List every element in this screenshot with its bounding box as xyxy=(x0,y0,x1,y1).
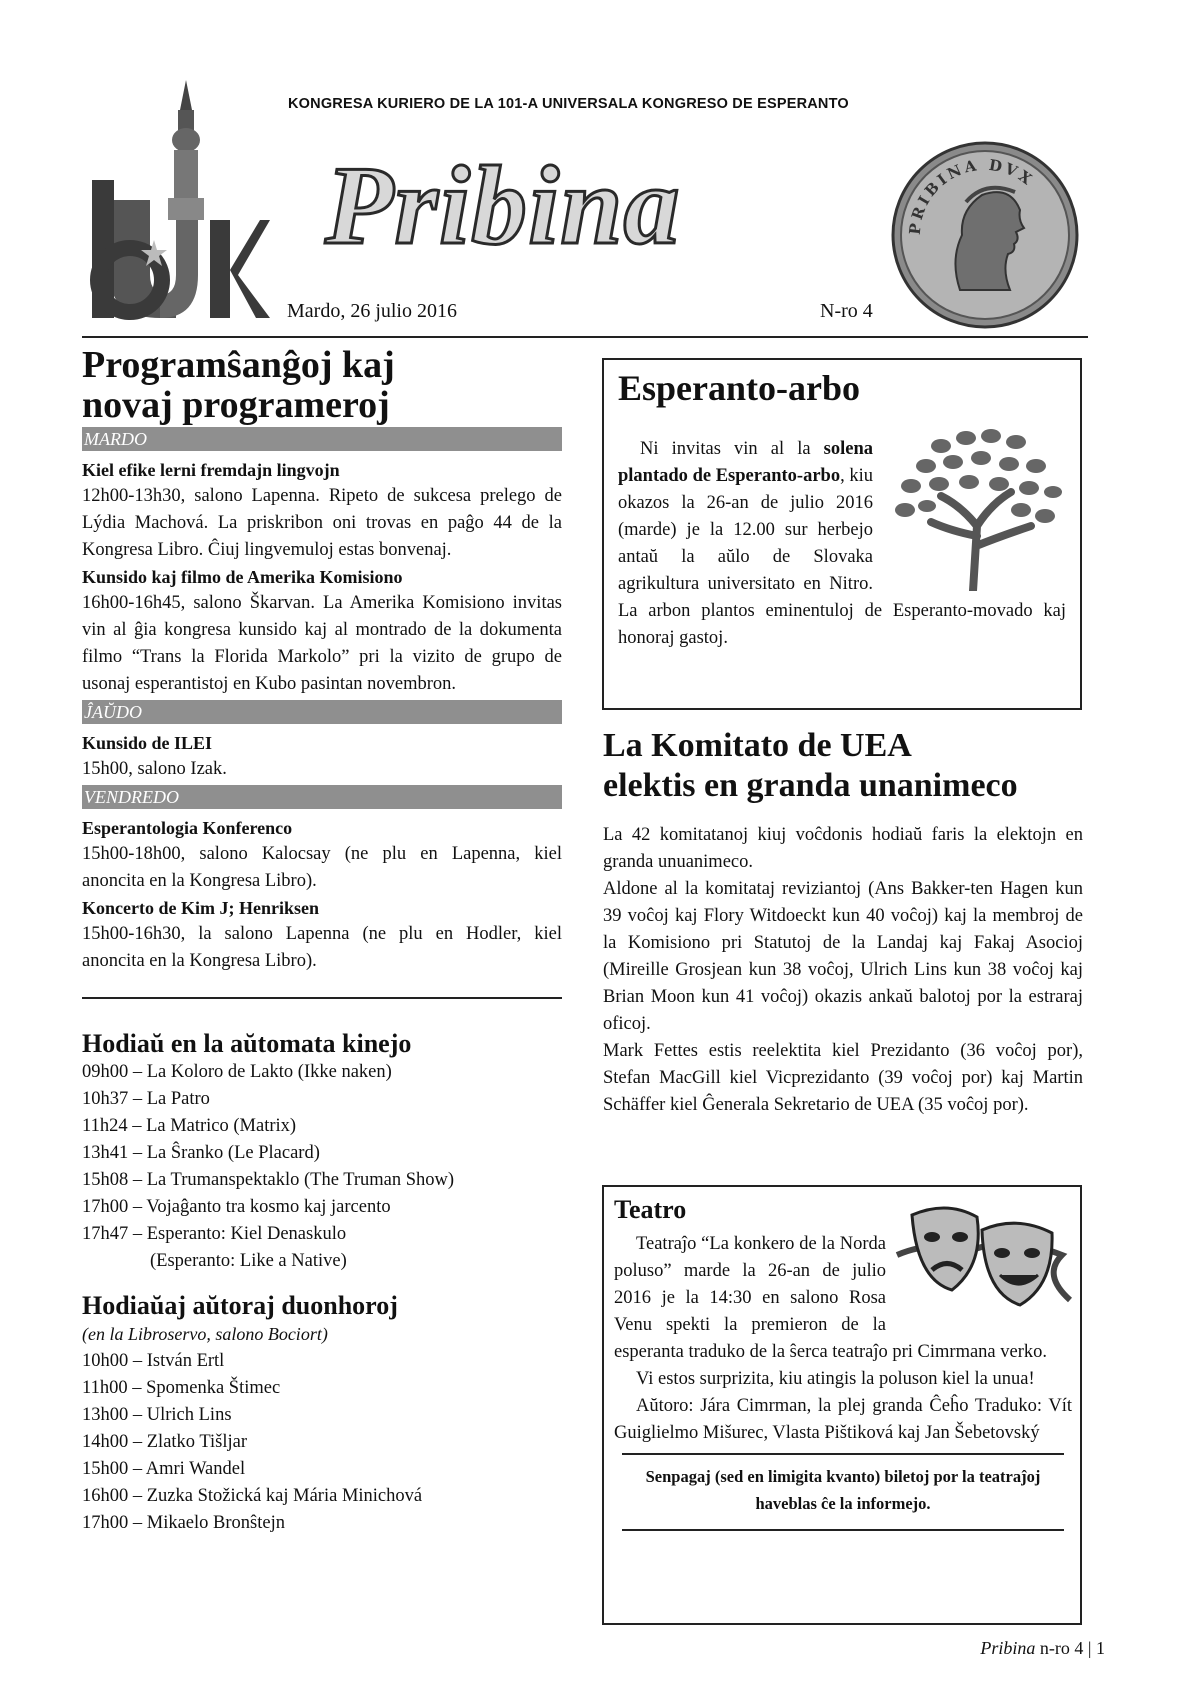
list-item-sub: (Esperanto: Like a Native) xyxy=(150,1251,347,1271)
list-item: 09h00 – La Koloro de Lakto (Ikke naken) xyxy=(82,1062,392,1082)
komitato-paragraph: La 42 komitatanoj kiuj voĉdonis hodiaŭ faris la elektojn en granda unuanimeco. xyxy=(603,825,1083,872)
komitato-paragraph: Aldone al la komitataj reviziantoj (Ans Bakker-ten Hagen kun 39 voĉoj kaj Flory Witdoeckt kun 40 voĉoj) kaj la membroj de la Komisiono pri Statutoj de la Landaj kaj Fakaj Asocioj (Mireille Grosjean kun 38 voĉoj, Ulrich Lins kun 38 voĉoj kaj Brian Moon kun 41 voĉoj) okazis ankaŭ balotoj por la estraraj oficoj. xyxy=(603,879,1083,1034)
cinema-title: Hodiaŭ en la aŭtomata kinejo xyxy=(82,1029,412,1058)
komitato-article xyxy=(603,726,1083,1119)
header-rule xyxy=(82,336,1088,338)
pribina-coin-image xyxy=(890,140,1080,330)
teatro-paragraph: Aŭtoro: Jára Cimrman, la plej granda Ĉeĥo Traduko: Vít Guiglielmo Mišurec, Vlasta Pištiková kaj Jan Šebetovský xyxy=(614,1396,1072,1443)
teatro-title: Teatro xyxy=(614,1195,687,1224)
day-bar-vendredo: VENDREDO xyxy=(82,785,562,809)
list-item: 16h00 – Zuzka Stožická kaj Mária Minichová xyxy=(82,1486,423,1506)
authors-title: Hodiaŭaj aŭtoraj duonhoroj xyxy=(82,1291,398,1320)
list-item: 11h24 – La Matrico (Matrix) xyxy=(82,1116,297,1136)
list-item: 13h00 – Ulrich Lins xyxy=(82,1405,232,1425)
list-item: 15h00 – Amri Wandel xyxy=(82,1459,246,1479)
authors-list xyxy=(82,1348,562,1537)
event-text: 15h00-16h30, la salono Lapenna (ne plu en Hodler, kiel anoncita en la Kongresa Libro). xyxy=(82,924,562,971)
coin-inscription: PRIBINA DVX xyxy=(905,155,1038,236)
list-item: 17h47 – Esperanto: Kiel Denaskulo xyxy=(82,1224,347,1244)
teatro-paragraph: Vi estos surprizita, kiu atingis la poluson kiel la unua! xyxy=(636,1369,1035,1389)
page-footer: Pribina n-ro 4 | 1 xyxy=(980,1638,1105,1658)
cinema-list xyxy=(82,1059,562,1275)
event-text: 15h00-18h00, salono Kalocsay (ne plu en Lapenna, kiel anoncita en la Kongresa Libro). xyxy=(82,844,562,891)
masthead-title: Pribina xyxy=(325,144,681,268)
program-title: Programŝanĝoj kaj novaj programeroj xyxy=(82,344,395,426)
event-title: Koncerto de Kim J; Henriksen xyxy=(82,898,319,918)
tree-icon xyxy=(881,426,1066,591)
teatro-paragraph: Teatraĵo “La konkero de la Norda poluso” marde la 26-an de julio 2016 je la 14:30 en salono Rosa Venu spekti la premieron de la esperanta traduko de la ŝerca teatraĵo pri Cimrmana verko. xyxy=(614,1234,1048,1362)
ticket-notice: Senpagaj (sed en limigita kvanto) biletoj por la teatraĵoj haveblas ĉe la informejo. xyxy=(622,1453,1064,1531)
event-text: 15h00, salono Izak. xyxy=(82,759,227,779)
uk-logo xyxy=(90,80,270,320)
day-bar-mardo: MARDO xyxy=(82,427,562,451)
event-title: Kunsido kaj filmo de Amerika Komisiono xyxy=(82,567,403,587)
list-item: 15h08 – La Trumanspektaklo (The Truman Show) xyxy=(82,1170,455,1190)
komitato-title: La Komitato de UEA elektis en granda unanimeco xyxy=(603,727,1018,804)
list-item: 17h00 – Mikaelo Bronŝtejn xyxy=(82,1513,285,1533)
event-title: Esperantologia Konferenco xyxy=(82,818,293,838)
komitato-paragraph: Mark Fettes estis reelektita kiel Prezidanto (36 voĉoj por), Stefan MacGill kiel Vicprezidanto (39 voĉoj por) kaj Martin Schäffer kiel Ĝenerala Sekretario de UEA (35 voĉoj por). xyxy=(603,1041,1083,1115)
arbo-title: Esperanto-arbo xyxy=(618,368,860,408)
page-number: 1 xyxy=(1096,1638,1105,1658)
issue-number: N-ro 4 xyxy=(820,300,873,322)
issue-date: Mardo, 26 julio 2016 xyxy=(287,300,457,322)
list-item: 17h00 – Vojaĝanto tra kosmo kaj jarcento xyxy=(82,1197,391,1217)
left-column xyxy=(82,345,562,1537)
supertitle: KONGRESA KURIERO DE LA 101-A UNIVERSALA KONGRESO DE ESPERANTO xyxy=(288,96,849,112)
day-bar-jaudo: ĴAŬDO xyxy=(82,700,562,724)
teatro-box xyxy=(602,1185,1082,1625)
section-divider xyxy=(82,997,562,999)
theatre-masks-icon xyxy=(892,1195,1072,1325)
list-item: 11h00 – Spomenka Štimec xyxy=(82,1378,281,1398)
list-item: 14h00 – Zlatko Tišljar xyxy=(82,1432,247,1452)
event-text: 16h00-16h45, salono Škarvan. La Amerika Komisiono invitas vin al ĝia kongresa kunsido kaj al montrado de la dokumenta filmo “Trans la Florida Markolo” pri la vizito de grupo de usonaj esperantistoj en Kubo pasintan novembron. xyxy=(82,593,562,694)
event-title: Kunsido de ILEI xyxy=(82,733,213,753)
arbo-box xyxy=(602,358,1082,710)
list-item: 13h41 – La Ŝranko (Le Placard) xyxy=(82,1143,320,1163)
authors-note: (en la Libroservo, salono Bociort) xyxy=(82,1324,328,1344)
event-title: Kiel efike lerni fremdajn lingvojn xyxy=(82,460,340,480)
list-item: 10h37 – La Patro xyxy=(82,1089,210,1109)
list-item: 10h00 – István Ertl xyxy=(82,1351,225,1371)
arbo-text: Ni invitas vin al la solena plantado de Esperanto-arbo, kiu okazos la 26-an de julio 2016 (marde) je la 12.00 sur herbejo antaŭ la aŭlo de Slovaka agrikultura universitato en Nitro. La arbon plantos eminentuloj de Esperanto-movado kaj honoraj gastoj. xyxy=(618,439,1066,648)
event-text: 12h00-13h30, salono Lapenna. Ripeto de sukcesa prelego de Lýdia Machová. La priskribon oni trovas en paĝo 44 de la Kongresa Libro. Ĉiuj lingvemuloj estas bonvenaj. xyxy=(82,486,562,560)
